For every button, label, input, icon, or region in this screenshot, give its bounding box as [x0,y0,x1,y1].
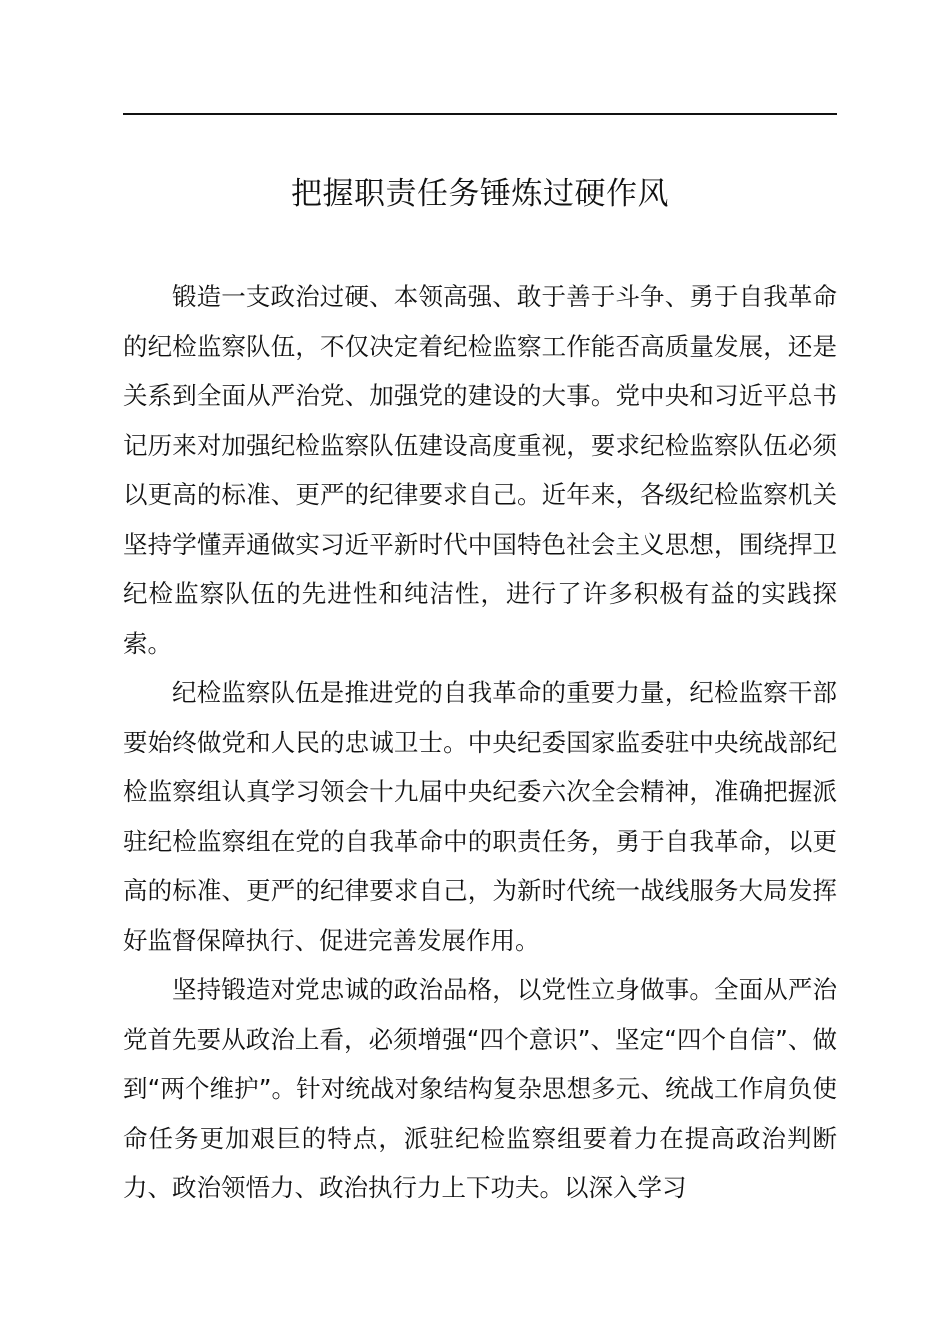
header-rule [123,113,837,115]
paragraph-2: 纪检监察队伍是推进党的自我革命的重要力量，纪检监察干部要始终做党和人民的忠诚卫士。中央纪委国家监委驻中央统战部纪检监察组认真学习领会十九届中央纪委六次全会精神，准确把握派驻纪检监察组在党的自我革命中的职责任务，勇于自我革命，以更高的标准、更严的纪律要求自己，为新时代统一战线服务大局发挥好监督保障执行、促进完善发展作用。 [123,678,837,955]
document-title: 把握职责任务锤炼过硬作风 [291,176,669,212]
paragraph-1: 锻造一支政治过硬、本领高强、敢于善于斗争、勇于自我革命的纪检监察队伍，不仅决定着纪检监察工作能否高质量发展，还是关系到全面从严治党、加强党的建设的大事。党中央和习近平总书记历来对加强纪检监察队伍建设高度重视，要求纪检监察队伍必须以更高的标准、更严的纪律要求自己。近年来，各级纪检监察机关坚持学懂弄通做实习近平新时代中国特色社会主义思想，围绕捍卫纪检监察队伍的先进性和纯洁性，进行了许多积极有益的实践探索。 [123,282,837,658]
paragraph-3: 坚持锻造对党忠诚的政治品格，以党性立身做事。全面从严治党首先要从政治上看，必须增强“四个意识”、坚定“四个自信”、做到“两个维护”。针对统战对象结构复杂思想多元、统战工作肩负使命任务更加艰巨的特点，派驻纪检监察组要着力在提高政治判断力、政治领悟力、政治执行力上下功夫。以深入学习 [123,975,837,1202]
document-body [123,272,837,1213]
